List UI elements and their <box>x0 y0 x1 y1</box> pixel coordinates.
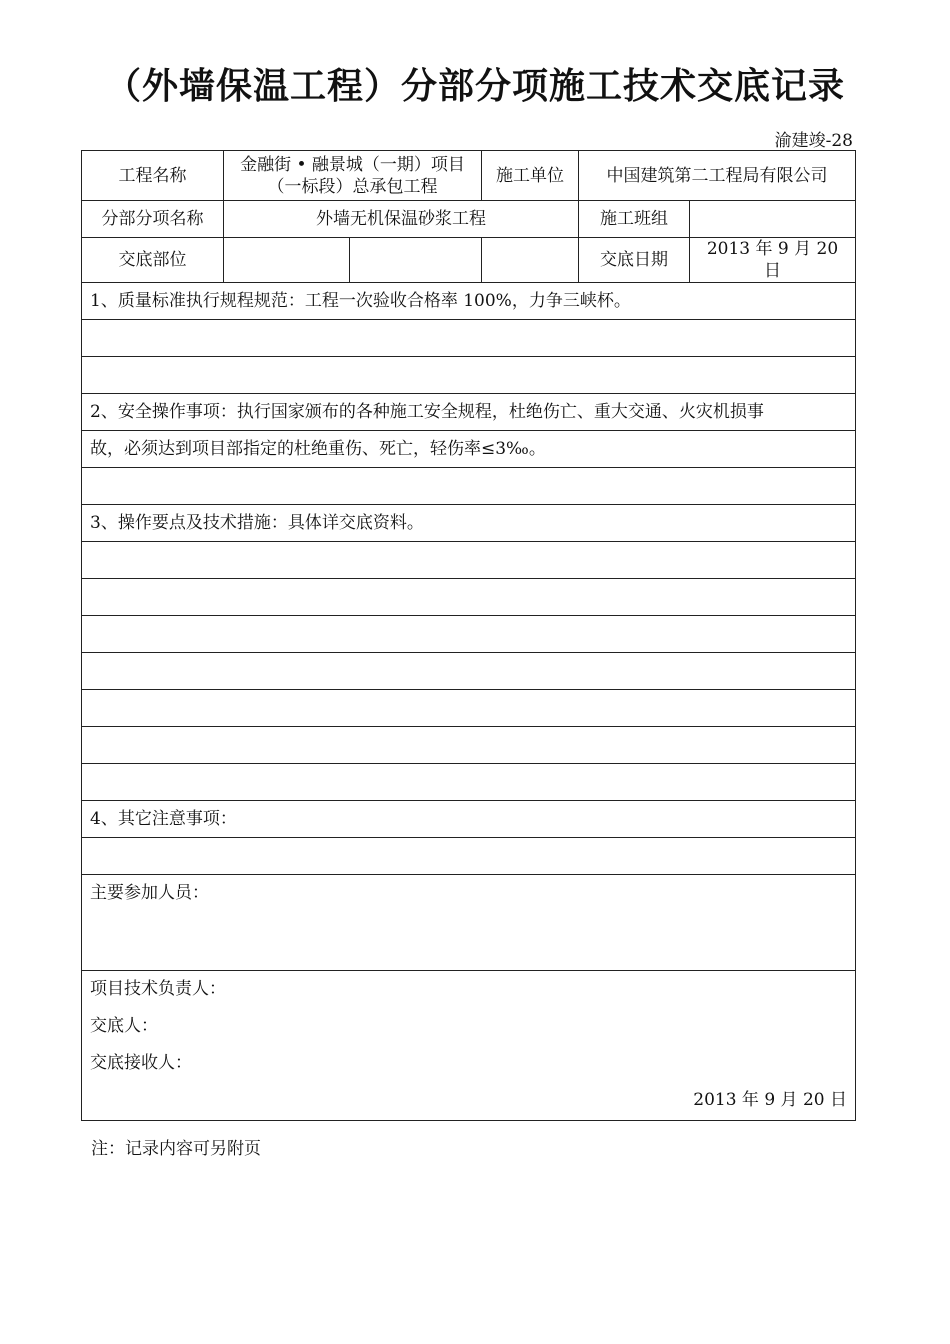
project-name-line2: （一标段）总承包工程 <box>267 176 438 197</box>
contractor-value: 中国建筑第二工程局有限公司 <box>579 151 856 201</box>
blank-row <box>82 616 856 653</box>
other-text: 4、其它注意事项： <box>82 801 856 838</box>
footnote: 注：记录内容可另附页 <box>91 1139 261 1159</box>
location-label: 交底部位 <box>82 238 224 283</box>
location-value-1[interactable] <box>224 238 350 283</box>
blank-cell[interactable] <box>82 579 856 616</box>
signatures-cell[interactable] <box>82 971 856 1121</box>
blank-row <box>82 838 856 875</box>
safety-text-line2: 故，必须达到项目部指定的杜绝重伤、死亡，轻伤率≤3‰。 <box>82 431 856 468</box>
row-technical <box>82 505 856 542</box>
blank-cell[interactable] <box>82 690 856 727</box>
participants-label: 主要参加人员： <box>90 883 209 903</box>
form-code: 渝建竣-28 <box>774 131 853 151</box>
row-participants <box>82 875 856 971</box>
blank-row <box>82 690 856 727</box>
safety-text-line1: 2、安全操作事项：执行国家颁布的各种施工安全规程，杜绝伤亡、重大交通、火灾机损事 <box>82 394 856 431</box>
row-other <box>82 801 856 838</box>
blank-cell[interactable] <box>82 727 856 764</box>
row-project <box>82 151 856 201</box>
technical-text: 3、操作要点及技术措施：具体详交底资料。 <box>82 505 856 542</box>
team-label: 施工班组 <box>579 201 690 238</box>
blank-row <box>82 542 856 579</box>
blank-cell[interactable] <box>82 764 856 801</box>
row-safety-1 <box>82 394 856 431</box>
project-name-value <box>224 151 482 201</box>
receiver-label: 交底接收人： <box>90 1053 192 1073</box>
blank-row <box>82 727 856 764</box>
blank-row <box>82 468 856 505</box>
blank-row <box>82 357 856 394</box>
blank-cell[interactable] <box>82 357 856 394</box>
blank-cell[interactable] <box>82 838 856 875</box>
row-subproject <box>82 201 856 238</box>
project-name-label: 工程名称 <box>82 151 224 201</box>
row-location <box>82 238 856 283</box>
row-signatures <box>82 971 856 1121</box>
date-value: 2013 年 9 月 20 日 <box>690 238 856 283</box>
project-name-line1: 金融街 • 融景城（一期）项目 <box>240 154 465 175</box>
row-safety-2 <box>82 431 856 468</box>
blank-cell[interactable] <box>82 468 856 505</box>
location-value-2[interactable] <box>350 238 482 283</box>
date-label: 交底日期 <box>579 238 690 283</box>
presenter-label: 交底人： <box>90 1016 158 1036</box>
blank-cell[interactable] <box>82 320 856 357</box>
blank-cell[interactable] <box>82 542 856 579</box>
row-quality <box>82 283 856 320</box>
page-title: （外墙保温工程）分部分项施工技术交底记录 <box>104 66 845 107</box>
blank-row <box>82 579 856 616</box>
team-value[interactable] <box>690 201 856 238</box>
contractor-label: 施工单位 <box>482 151 579 201</box>
signature-date: 2013 年 9 月 20 日 <box>693 1090 847 1110</box>
disclosure-form <box>81 150 856 1121</box>
blank-cell[interactable] <box>82 653 856 690</box>
tech-lead-label: 项目技术负责人： <box>90 979 226 999</box>
blank-cell[interactable] <box>82 616 856 653</box>
blank-row <box>82 320 856 357</box>
subproject-value: 外墙无机保温砂浆工程 <box>224 201 579 238</box>
blank-row <box>82 653 856 690</box>
blank-row <box>82 764 856 801</box>
location-value-3[interactable] <box>482 238 579 283</box>
quality-text: 1、质量标准执行规程规范：工程一次验收合格率 100%，力争三峡杯。 <box>82 283 856 320</box>
subproject-label: 分部分项名称 <box>82 201 224 238</box>
participants-cell[interactable] <box>82 875 856 971</box>
